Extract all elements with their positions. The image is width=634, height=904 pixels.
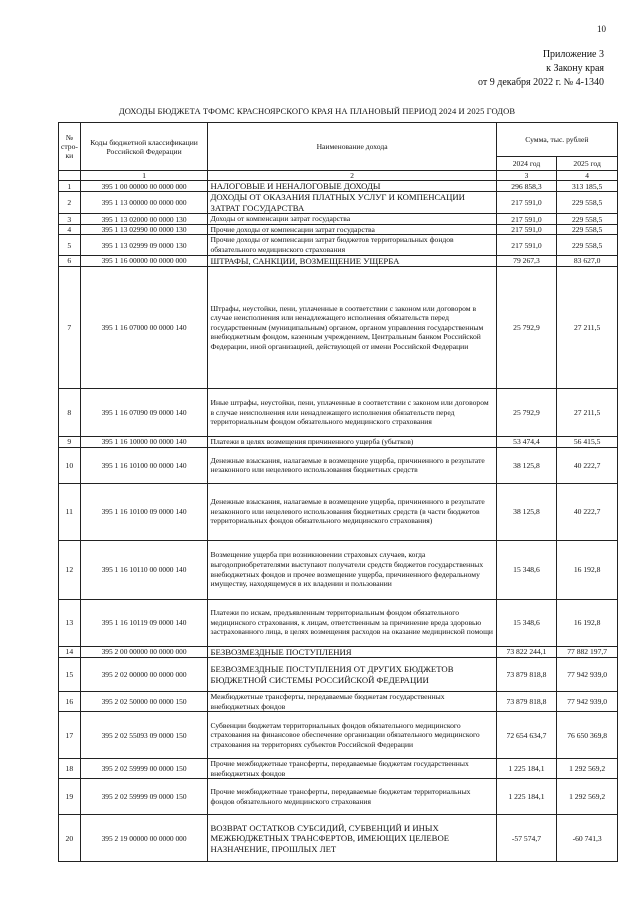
row-number: 9: [59, 437, 81, 448]
amount-2025: 1 292 569,2: [557, 759, 618, 779]
amount-2024: 53 474,4: [496, 437, 557, 448]
row-number: 4: [59, 224, 81, 235]
budget-code: 395 1 16 10000 00 0000 140: [80, 437, 208, 448]
budget-code: 395 2 19 00000 00 0000 000: [80, 815, 208, 862]
income-name: ДОХОДЫ ОТ ОКАЗАНИЯ ПЛАТНЫХ УСЛУГ И КОМПЕНСАЦИИ ЗАТРАТ ГОСУДАРСТВА: [208, 192, 496, 214]
table-row: [59, 692, 618, 712]
column-index: 4: [557, 171, 618, 181]
amount-2024: 1 225 184,1: [496, 779, 557, 815]
income-name: Денежные взыскания, налагаемые в возмещение ущерба, причиненного в результате незаконного или нецелевого использования бюджетных средств: [208, 447, 496, 483]
amount-2024: 73 822 244,1: [496, 646, 557, 657]
row-number: 13: [59, 599, 81, 646]
budget-code: 395 2 02 59999 09 0000 150: [80, 779, 208, 815]
amount-2024: 217 591,0: [496, 192, 557, 214]
budget-code: 395 2 02 50000 00 0000 150: [80, 692, 208, 712]
header-income-name: Наименование дохода: [208, 123, 496, 171]
amount-2024: 73 879 818,8: [496, 658, 557, 692]
amount-2024: 79 267,3: [496, 255, 557, 266]
budget-code: 395 1 13 02990 00 0000 130: [80, 224, 208, 235]
table-row: [59, 214, 618, 225]
income-name: Межбюджетные трансферты, передаваемые бюджетам государственных внебюджетных фондов: [208, 692, 496, 712]
column-index: 2: [208, 171, 496, 181]
appendix-line: от 9 декабря 2022 г. № 4-1340: [478, 77, 604, 88]
row-number: 3: [59, 214, 81, 225]
income-name: ШТРАФЫ, САНКЦИИ, ВОЗМЕЩЕНИЕ УЩЕРБА: [208, 255, 496, 266]
income-name: Денежные взыскания, налагаемые в возмещение ущерба, причиненного в результате незаконного или нецелевого использования бюджетных средств (в части бюджетов территориальных фондов обязательного медицинского страхования): [208, 483, 496, 540]
row-number: 7: [59, 267, 81, 389]
amount-2025: 77 882 197,7: [557, 646, 618, 657]
amount-2025: 16 192,8: [557, 599, 618, 646]
amount-2025: 40 222,7: [557, 447, 618, 483]
table-row: [59, 646, 618, 657]
row-number: 5: [59, 235, 81, 255]
budget-code: 395 1 16 07090 09 0000 140: [80, 389, 208, 437]
appendix-block: [478, 48, 604, 90]
amount-2025: 313 185,5: [557, 181, 618, 192]
amount-2025: 1 292 569,2: [557, 779, 618, 815]
table-row: [59, 599, 618, 646]
row-number: 20: [59, 815, 81, 862]
income-name: НАЛОГОВЫЕ И НЕНАЛОГОВЫЕ ДОХОДЫ: [208, 181, 496, 192]
amount-2024: -57 574,7: [496, 815, 557, 862]
budget-code: 395 1 13 02999 09 0000 130: [80, 235, 208, 255]
row-number: 19: [59, 779, 81, 815]
amount-2024: 25 792,9: [496, 267, 557, 389]
amount-2024: 15 348,6: [496, 599, 557, 646]
income-name: Прочие межбюджетные трансферты, передаваемые бюджетам территориальных фондов обязательного медицинского страхования: [208, 779, 496, 815]
amount-2025: 229 558,5: [557, 214, 618, 225]
table-row: [59, 483, 618, 540]
amount-2024: 296 858,3: [496, 181, 557, 192]
budget-code: 395 2 02 59999 00 0000 150: [80, 759, 208, 779]
row-number: 16: [59, 692, 81, 712]
income-name: Прочие доходы от компенсации затрат государства: [208, 224, 496, 235]
amount-2025: 27 211,5: [557, 389, 618, 437]
amount-2024: 72 654 634,7: [496, 712, 557, 759]
budget-code: 395 1 16 10119 09 0000 140: [80, 599, 208, 646]
table-row: [59, 712, 618, 759]
row-number: 17: [59, 712, 81, 759]
column-index: 3: [496, 171, 557, 181]
table-row: [59, 267, 618, 389]
amount-2025: 56 415,5: [557, 437, 618, 448]
amount-2024: 25 792,9: [496, 389, 557, 437]
column-index: 1: [80, 171, 208, 181]
income-name: БЕЗВОЗМЕЗДНЫЕ ПОСТУПЛЕНИЯ: [208, 646, 496, 657]
income-name: Доходы от компенсации затрат государства: [208, 214, 496, 225]
amount-2024: 217 591,0: [496, 214, 557, 225]
amount-2025: 229 558,5: [557, 224, 618, 235]
row-number: 1: [59, 181, 81, 192]
table-row: [59, 437, 618, 448]
row-number: 2: [59, 192, 81, 214]
amount-2024: 1 225 184,1: [496, 759, 557, 779]
row-number: 10: [59, 447, 81, 483]
column-index: [59, 171, 81, 181]
budget-code: 395 1 00 00000 00 0000 000: [80, 181, 208, 192]
budget-code: 395 2 00 00000 00 0000 000: [80, 646, 208, 657]
header-year-2024: 2024 год: [496, 157, 557, 171]
row-number: 14: [59, 646, 81, 657]
appendix-line: к Закону края: [546, 63, 604, 74]
amount-2025: -60 741,3: [557, 815, 618, 862]
budget-code: 395 1 16 10100 09 0000 140: [80, 483, 208, 540]
header-row-number: № стро- ки: [59, 123, 81, 171]
budget-table: [58, 122, 618, 862]
document-title: ДОХОДЫ БЮДЖЕТА ТФОМС КРАСНОЯРСКОГО КРАЯ НА ПЛАНОВЫЙ ПЕРИОД 2024 И 2025 ГОДОВ: [118, 106, 516, 116]
header-year-2025: 2025 год: [557, 157, 618, 171]
income-name: Иные штрафы, неустойки, пени, уплаченные в соответствии с законом или договором в случае неисполнения или ненадлежащего исполнения обязательств перед территориальным фондом обязательного медицинского страхования: [208, 389, 496, 437]
income-name: Прочие доходы от компенсации затрат бюджетов территориальных фондов обязательного медицинского страхования: [208, 235, 496, 255]
table-row: [59, 389, 618, 437]
appendix-line: Приложение 3: [542, 49, 604, 60]
budget-code: 395 1 16 07000 00 0000 140: [80, 267, 208, 389]
budget-code: 395 1 16 00000 00 0000 000: [80, 255, 208, 266]
table-row: [59, 255, 618, 266]
page-number: 10: [597, 24, 606, 34]
table-row: [59, 447, 618, 483]
amount-2025: 77 942 939,0: [557, 692, 618, 712]
budget-code: 395 1 13 02000 00 0000 130: [80, 214, 208, 225]
row-number: 15: [59, 658, 81, 692]
row-number: 18: [59, 759, 81, 779]
table-row: [59, 815, 618, 862]
table-row: [59, 540, 618, 599]
budget-code: 395 1 13 00000 00 0000 000: [80, 192, 208, 214]
amount-2025: 77 942 939,0: [557, 658, 618, 692]
amount-2025: 16 192,8: [557, 540, 618, 599]
amount-2025: 27 211,5: [557, 267, 618, 389]
amount-2024: 15 348,6: [496, 540, 557, 599]
header-sum: Сумма, тыс. рублей: [496, 123, 617, 157]
income-name: Субвенции бюджетам территориальных фондов обязательного медицинского страхования на финансовое обеспечение организации обязательного медицинского страхования на территориях субъектов Российской Федерации: [208, 712, 496, 759]
budget-code: 395 2 02 00000 00 0000 000: [80, 658, 208, 692]
row-number: 8: [59, 389, 81, 437]
amount-2024: 38 125,8: [496, 447, 557, 483]
income-name: Штрафы, неустойки, пени, уплаченные в соответствии с законом или договором в случае неисполнения или ненадлежащего исполнения обязательств перед государственным (муниципальным) органом, органом управления государственным внебюджетным фондом, казенным учреждением, Центральным банком Российской Федерации, иной организацией, действующей от имени Российской Федерации: [208, 267, 496, 389]
amount-2025: 229 558,5: [557, 235, 618, 255]
table-row: [59, 224, 618, 235]
header-budget-code: Коды бюджетной классификации Российской Федерации: [80, 123, 208, 171]
amount-2024: 217 591,0: [496, 235, 557, 255]
amount-2025: 83 627,0: [557, 255, 618, 266]
table-row: [59, 779, 618, 815]
row-number: 12: [59, 540, 81, 599]
table-row: [59, 658, 618, 692]
table-body: [59, 181, 618, 862]
income-name: Прочие межбюджетные трансферты, передаваемые бюджетам государственных внебюджетных фондов: [208, 759, 496, 779]
row-number: 11: [59, 483, 81, 540]
budget-code: 395 1 16 10110 00 0000 140: [80, 540, 208, 599]
amount-2025: 40 222,7: [557, 483, 618, 540]
income-name: ВОЗВРАТ ОСТАТКОВ СУБСИДИЙ, СУБВЕНЦИЙ И ИНЫХ МЕЖБЮДЖЕТНЫХ ТРАНСФЕРТОВ, ИМЕЮЩИХ ЦЕЛЕВОЕ НАЗНАЧЕНИЕ, ПРОШЛЫХ ЛЕТ: [208, 815, 496, 862]
income-name: Возмещение ущерба при возникновении страховых случаев, когда выгодоприобретателями выступают получатели средств бюджетов государственных внебюджетных фондов и прочее возмещение ущерба, причиненного федеральному имуществу, находящемуся в их владении и пользовании: [208, 540, 496, 599]
amount-2024: 73 879 818,8: [496, 692, 557, 712]
table-row: [59, 235, 618, 255]
income-name: Платежи по искам, предъявленным территориальным фондом обязательного медицинского страхования, к лицам, ответственным за причинение вреда здоровью застрахованного лица, в целях возмещения расходов на оказание медицинской помощи: [208, 599, 496, 646]
amount-2024: 38 125,8: [496, 483, 557, 540]
table-row: [59, 759, 618, 779]
budget-code: 395 2 02 55093 09 0000 150: [80, 712, 208, 759]
income-name: Платежи в целях возмещения причиненного ущерба (убытков): [208, 437, 496, 448]
table-row: [59, 192, 618, 214]
table-row: [59, 181, 618, 192]
amount-2024: 217 591,0: [496, 224, 557, 235]
budget-code: 395 1 16 10100 00 0000 140: [80, 447, 208, 483]
amount-2025: 229 558,5: [557, 192, 618, 214]
amount-2025: 76 650 369,8: [557, 712, 618, 759]
row-number: 6: [59, 255, 81, 266]
income-name: БЕЗВОЗМЕЗДНЫЕ ПОСТУПЛЕНИЯ ОТ ДРУГИХ БЮДЖЕТОВ БЮДЖЕТНОЙ СИСТЕМЫ РОССИЙСКОЙ ФЕДЕРАЦИИ: [208, 658, 496, 692]
